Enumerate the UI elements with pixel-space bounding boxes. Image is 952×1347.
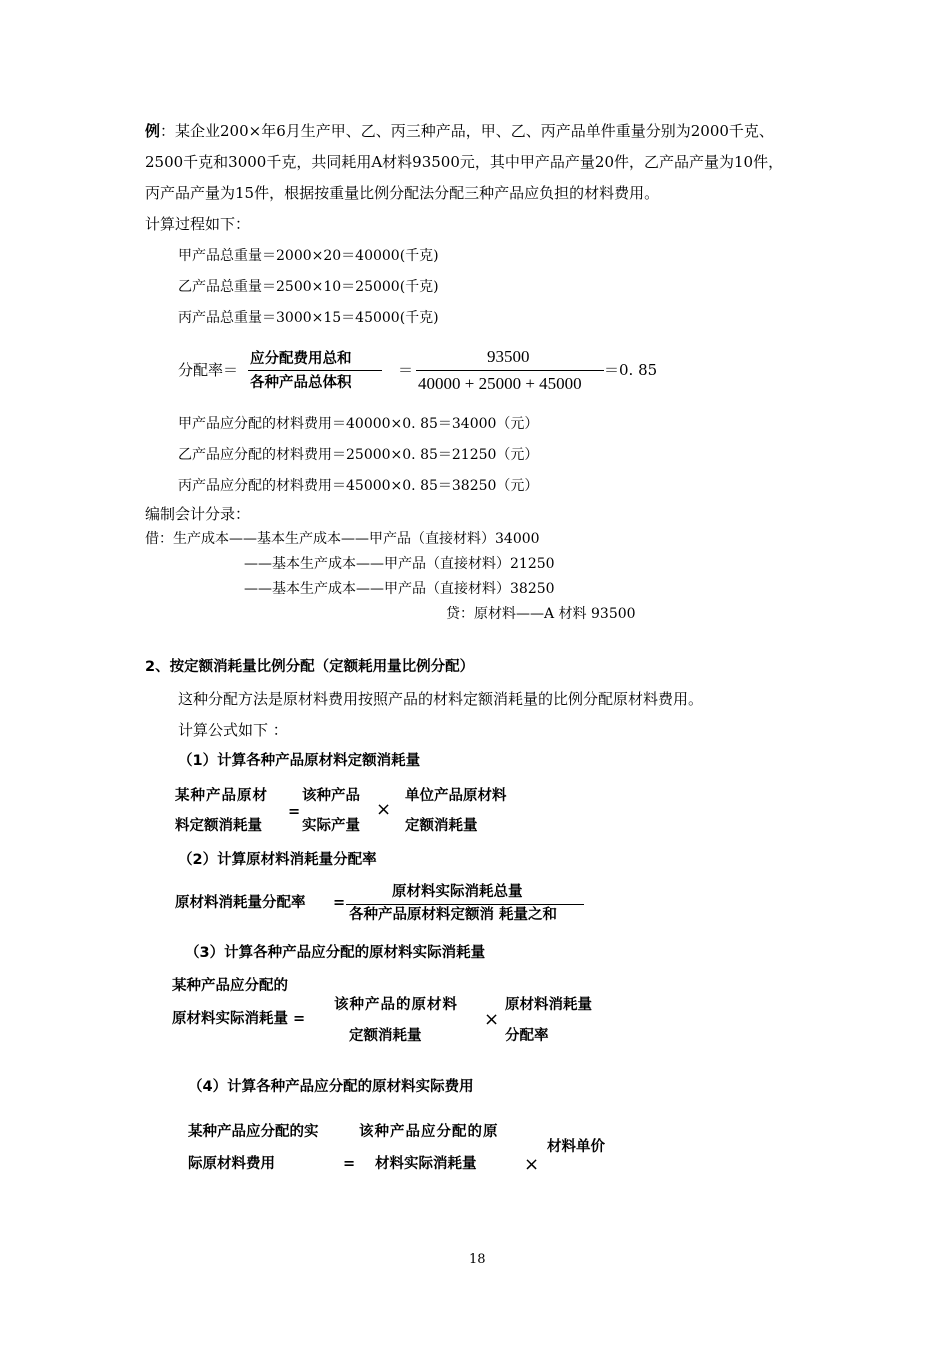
- step4-equals: =: [343, 1156, 356, 1172]
- step4-mid-2: 材料实际消耗量: [375, 1156, 477, 1172]
- rate-equals: ＝: [398, 361, 414, 379]
- entry-debit-3: ——基本生产成本——甲产品（直接材料）38250: [244, 581, 555, 597]
- entry-heading: 编制会计分录：: [145, 505, 251, 523]
- step2-title: （2）计算原材料消耗量分配率: [178, 852, 377, 868]
- step1-mid-2: 实际产量: [302, 818, 360, 834]
- rate-fraction-bar-2: [416, 370, 604, 371]
- cost-yi: 乙产品应分配的材料费用＝25000×0. 85＝21250（元）: [178, 447, 539, 463]
- step1-times: ×: [376, 799, 392, 820]
- weight-jia: 甲产品总重量＝2000×20＝40000(千克): [178, 248, 439, 264]
- formula-heading: 计算公式如下 ：: [178, 721, 288, 739]
- rate-result: ＝0. 85: [604, 361, 658, 379]
- step4-lhs-2: 际原材料费用: [188, 1156, 275, 1172]
- step3-times: ×: [484, 1009, 500, 1030]
- example-line-1: [145, 122, 774, 140]
- rate-fraction-bar-1: [248, 370, 382, 371]
- step3-lhs-1: 某种产品应分配的: [172, 978, 288, 994]
- rate-label: 分配率＝: [178, 361, 239, 379]
- section2-desc: 这种分配方法是原材料费用按照产品的材料定额消耗量的比例分配原材料费用。: [178, 690, 704, 708]
- step3-mid-2: 定额消耗量: [349, 1028, 422, 1044]
- example-label: 例: [145, 122, 161, 140]
- step2-fraction-bar: [346, 904, 584, 905]
- step4-mid-1: 该种产品应分配的原: [359, 1124, 499, 1140]
- step2-denominator: 各种产品原材料定额消 耗量之和: [349, 907, 558, 923]
- step1-equals: =: [288, 804, 301, 820]
- step4-rhs: 材料单价: [547, 1139, 605, 1155]
- step1-title: （1）计算各种产品原材料定额消耗量: [178, 753, 421, 769]
- step1-rhs-2: 定额消耗量: [405, 818, 478, 834]
- example-line-2: 2500千克和3000千克，共同耗用A材料93500元，其中甲产品产量20件，乙产品产量为10件，: [145, 153, 784, 171]
- step1-rhs-1: 单位产品原材料: [405, 788, 507, 804]
- section2-title: 2、按定额消耗量比例分配（定额耗用量比例分配）: [145, 659, 475, 675]
- cost-jia: 甲产品应分配的材料费用＝40000×0. 85＝34000（元）: [178, 416, 539, 432]
- step3-rhs-1: 原材料消耗量: [505, 997, 592, 1013]
- step4-lhs-1: 某种产品应分配的实: [188, 1124, 319, 1140]
- example-text-1: ：某企业200×年6月生产甲、乙、丙三种产品，甲、乙、丙产品单件重量分别为2000千克、: [160, 122, 774, 140]
- weight-yi: 乙产品总重量＝2500×10＝25000(千克): [178, 279, 439, 295]
- step1-mid-1: 该种产品: [302, 788, 360, 804]
- step2-lhs: 原材料消耗量分配率: [175, 895, 306, 911]
- step3-lhs-2: 原材料实际消耗量 =: [172, 1011, 306, 1027]
- step1-lhs-1: 某种产品原材: [175, 788, 268, 804]
- example-line-3: 丙产品产量为15件，根据按重量比例分配法分配三种产品应负担的材料费用。: [145, 184, 660, 202]
- step3-title: （3）计算各种产品应分配的原材料实际消耗量: [185, 945, 486, 961]
- step2-numerator: 原材料实际消耗总量: [392, 884, 523, 900]
- rate-numerator-text: 应分配费用总和: [250, 351, 352, 367]
- entry-debit-1: 借：生产成本——基本生产成本——甲产品（直接材料）34000: [145, 531, 540, 547]
- step4-times: ×: [524, 1154, 540, 1175]
- rate-numerator-value: 93500: [487, 347, 530, 366]
- cost-bing: 丙产品应分配的材料费用＝45000×0. 85＝38250（元）: [178, 478, 539, 494]
- rate-denominator-text: 各种产品总体积: [250, 375, 352, 391]
- step4-title: （4）计算各种产品应分配的原材料实际费用: [188, 1079, 474, 1095]
- page-number: 18: [469, 1252, 486, 1267]
- process-heading: 计算过程如下：: [145, 215, 251, 233]
- step2-equals: =: [333, 895, 346, 911]
- step3-mid-1: 该种产品的原材料: [334, 997, 458, 1013]
- entry-debit-2: ——基本生产成本——甲产品（直接材料）21250: [244, 556, 555, 572]
- step3-rhs-2: 分配率: [505, 1028, 549, 1044]
- entry-credit: 贷：原材料——A 材料 93500: [446, 606, 636, 622]
- rate-denominator-value: 40000 + 25000 + 45000: [418, 374, 582, 393]
- step1-lhs-2: 料定额消耗量: [175, 818, 262, 834]
- weight-bing: 丙产品总重量＝3000×15＝45000(千克): [178, 310, 439, 326]
